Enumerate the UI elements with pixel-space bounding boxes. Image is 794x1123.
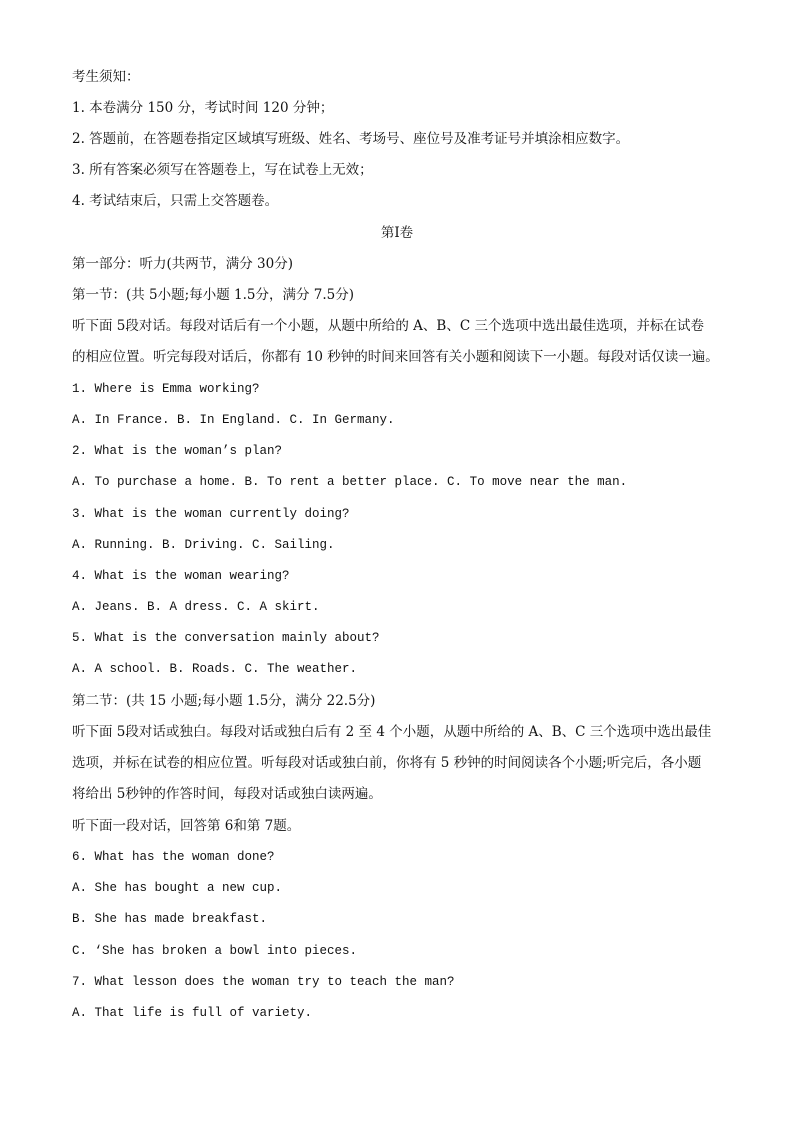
dialogue-note: 听下面一段对话，回答第 6和第 7题。 [72,818,301,834]
question-5-options: A. A school. B. Roads. C. The weather. [72,662,358,676]
question-4-options: A. Jeans. B. A dress. C. A skirt. [72,600,320,614]
question-1: 1. Where is Emma working? [72,382,260,396]
section1-instruction-2: 的相应位置。听完每段对话后，你都有 10 秒钟的时间来回答有关小题和阅读下一小题。每段对话仅读一遍。 [72,349,719,365]
question-6-option-c: C. ‘She has broken a bowl into pieces. [72,944,358,958]
section1-instruction-1: 听下面 5段对话。每段对话后有一个小题，从题中所给的 A、B、C 三个选项中选出最佳选项，并标在试卷 [72,318,704,334]
question-3-options: A. Running. B. Driving. C. Sailing. [72,538,335,552]
part1-title: 第一部分：听力(共两节，满分 30分) [72,256,294,272]
question-7: 7. What lesson does the woman try to teach the man? [72,975,455,989]
question-1-options: A. In France. B. In England. C. In Germany. [72,413,395,427]
section2-title: 第二节：(共 15 小题;每小题 1.5分，满分 22.5分) [72,693,376,709]
section2-instruction-1: 听下面 5段对话或独白。每段对话或独白后有 2 至 4 个小题，从题中所给的 A、B、C 三个选项中选出最佳 [72,724,712,740]
question-3: 3. What is the woman currently doing? [72,507,350,521]
question-4: 4. What is the woman wearing? [72,569,290,583]
question-6-option-b: B. She has made breakfast. [72,912,268,926]
section2-instruction-2: 选项，并标在试卷的相应位置。听每段对话或独白前，你将有 5 秒钟的时间阅读各个小题;听完后，各小题 [72,755,702,771]
question-2-options: A. To purchase a home. B. To rent a better place. C. To move near the man. [72,475,628,489]
section2-instruction-3: 将给出 5秒钟的作答时间，每段对话或独白读两遍。 [72,786,382,802]
notice-item-3: 3. 所有答案必须写在答题卷上，写在试卷上无效； [72,162,373,178]
notice-heading: 考生须知： [72,69,140,85]
notice-item-1: 1. 本卷满分 150 分，考试时间 120 分钟； [72,100,334,116]
question-5: 5. What is the conversation mainly about? [72,631,380,645]
notice-item-2: 2. 答题前，在答题卷指定区域填写班级、姓名、考场号、座位号及准考证号并填涂相应数字。 [72,131,630,147]
question-7-option-a: A. That life is full of variety. [72,1006,313,1020]
question-2: 2. What is the woman’s plan? [72,444,283,458]
section1-title: 第一节：(共 5小题;每小题 1.5分，满分 7.5分) [72,287,354,303]
question-6: 6. What has the woman done? [72,850,275,864]
volume-title: 第Ⅰ卷 [380,225,414,241]
question-6-option-a: A. She has bought a new cup. [72,881,283,895]
notice-item-4: 4. 考试结束后，只需上交答题卷。 [72,193,279,209]
